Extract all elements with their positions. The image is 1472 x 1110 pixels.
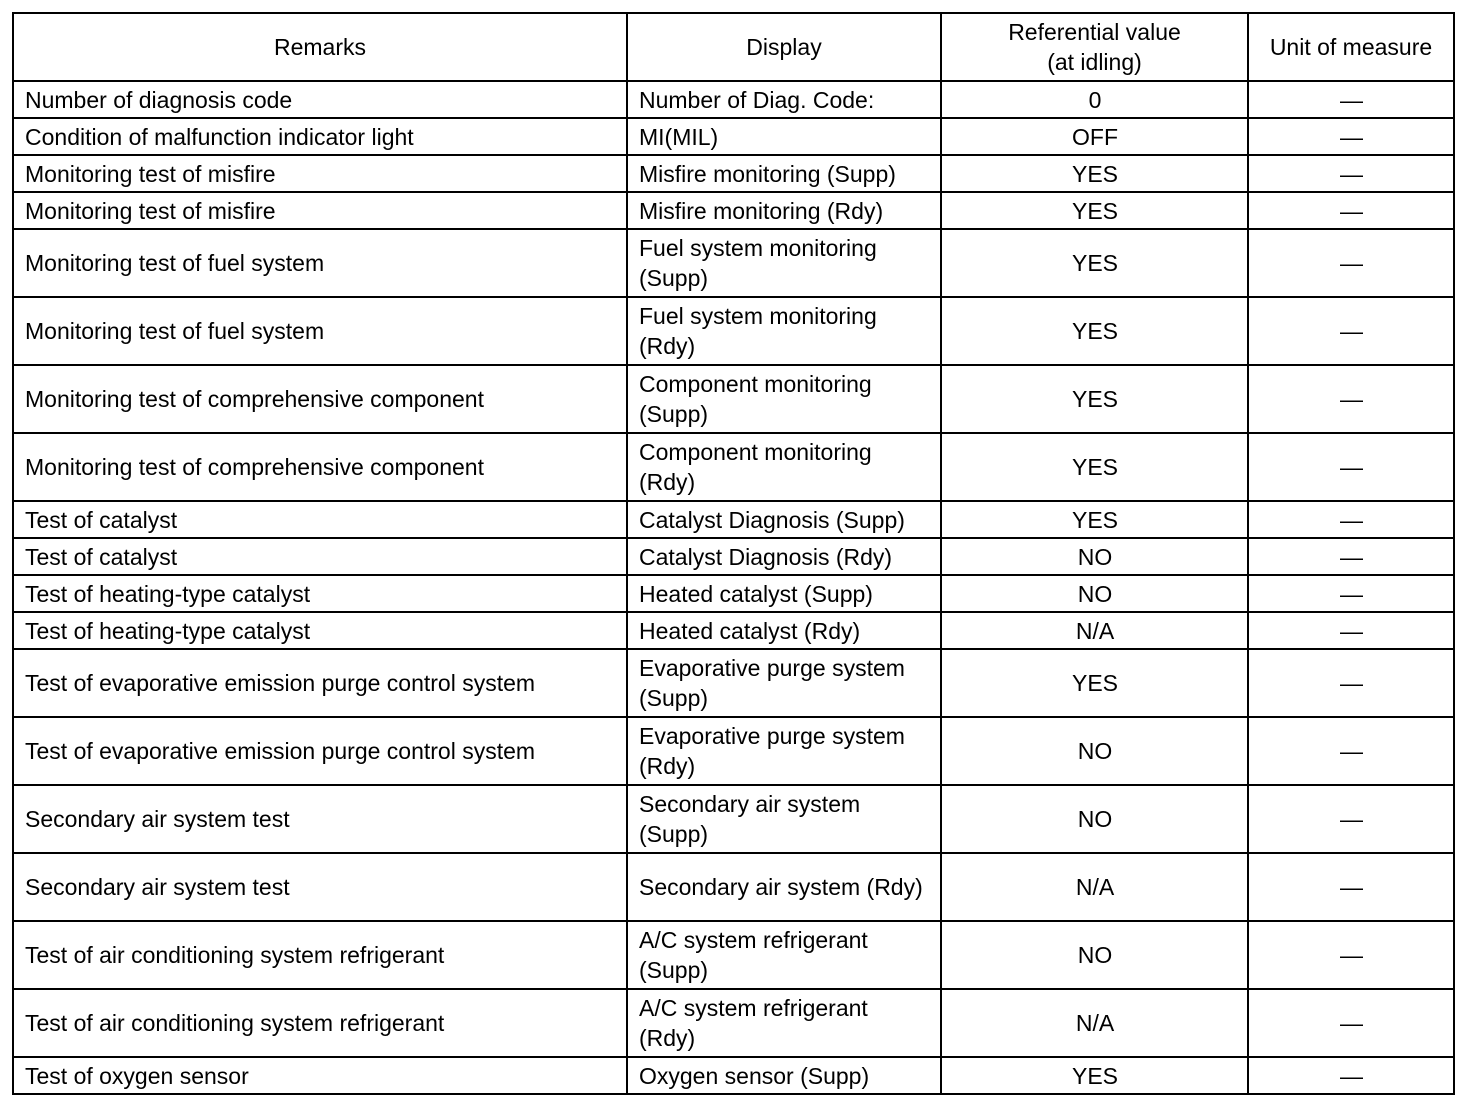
unit-cell: —	[1248, 717, 1454, 785]
table-row	[13, 538, 1454, 575]
remarks-cell: Test of evaporative emission purge control system	[13, 717, 627, 785]
value-cell: N/A	[941, 612, 1248, 649]
remarks-cell: Test of air conditioning system refrigerant	[13, 989, 627, 1057]
display-cell: Component monitoring (Supp)	[627, 365, 941, 433]
remarks-cell: Test of catalyst	[13, 538, 627, 575]
value-cell: YES	[941, 1057, 1248, 1094]
unit-cell: —	[1248, 118, 1454, 155]
remarks-cell: Secondary air system test	[13, 853, 627, 921]
value-cell: NO	[941, 785, 1248, 853]
value-cell: 0	[941, 81, 1248, 118]
value-cell: N/A	[941, 989, 1248, 1057]
unit-cell: —	[1248, 575, 1454, 612]
unit-cell: —	[1248, 649, 1454, 717]
remarks-cell: Monitoring test of misfire	[13, 192, 627, 229]
table-row	[13, 921, 1454, 989]
display-cell: Evaporative purge system (Rdy)	[627, 717, 941, 785]
display-cell: MI(MIL)	[627, 118, 941, 155]
remarks-cell: Monitoring test of comprehensive component	[13, 365, 627, 433]
unit-cell: —	[1248, 853, 1454, 921]
table-row	[13, 81, 1454, 118]
display-cell: Fuel system monitoring (Rdy)	[627, 297, 941, 365]
header-referential-value-line1: Referential value	[1008, 19, 1181, 45]
display-cell: Heated catalyst (Supp)	[627, 575, 941, 612]
table-row	[13, 192, 1454, 229]
value-cell: NO	[941, 575, 1248, 612]
remarks-cell: Monitoring test of misfire	[13, 155, 627, 192]
value-cell: NO	[941, 717, 1248, 785]
unit-cell: —	[1248, 192, 1454, 229]
remarks-cell: Test of catalyst	[13, 501, 627, 538]
value-cell: YES	[941, 365, 1248, 433]
remarks-cell: Monitoring test of fuel system	[13, 229, 627, 297]
display-cell: Catalyst Diagnosis (Supp)	[627, 501, 941, 538]
remarks-cell: Monitoring test of fuel system	[13, 297, 627, 365]
table-row	[13, 649, 1454, 717]
unit-cell: —	[1248, 538, 1454, 575]
display-cell: Misfire monitoring (Rdy)	[627, 192, 941, 229]
unit-cell: —	[1248, 921, 1454, 989]
table-row	[13, 433, 1454, 501]
remarks-cell: Condition of malfunction indicator light	[13, 118, 627, 155]
value-cell: NO	[941, 921, 1248, 989]
display-cell: Secondary air system (Rdy)	[627, 853, 941, 921]
table-row	[13, 118, 1454, 155]
header-unit-of-measure: Unit of measure	[1248, 13, 1454, 81]
value-cell: OFF	[941, 118, 1248, 155]
display-cell: Evaporative purge system (Supp)	[627, 649, 941, 717]
table-row	[13, 501, 1454, 538]
unit-cell: —	[1248, 433, 1454, 501]
header-referential-value-line2: (at idling)	[1047, 49, 1142, 75]
display-cell: Component monitoring (Rdy)	[627, 433, 941, 501]
value-cell: YES	[941, 229, 1248, 297]
value-cell: NO	[941, 538, 1248, 575]
unit-cell: —	[1248, 229, 1454, 297]
display-cell: Number of Diag. Code:	[627, 81, 941, 118]
table-header-row	[13, 13, 1454, 81]
table-row	[13, 989, 1454, 1057]
table-row	[13, 612, 1454, 649]
header-remarks: Remarks	[13, 13, 627, 81]
remarks-cell: Test of air conditioning system refrigerant	[13, 921, 627, 989]
table-row	[13, 1057, 1454, 1094]
display-cell: A/C system refrigerant (Rdy)	[627, 989, 941, 1057]
unit-cell: —	[1248, 989, 1454, 1057]
display-cell: Misfire monitoring (Supp)	[627, 155, 941, 192]
unit-cell: —	[1248, 365, 1454, 433]
remarks-cell: Number of diagnosis code	[13, 81, 627, 118]
value-cell: YES	[941, 155, 1248, 192]
display-cell: Heated catalyst (Rdy)	[627, 612, 941, 649]
remarks-cell: Test of heating-type catalyst	[13, 575, 627, 612]
remarks-cell: Secondary air system test	[13, 785, 627, 853]
header-referential-value	[941, 13, 1248, 81]
table-row	[13, 785, 1454, 853]
table-row	[13, 229, 1454, 297]
display-cell: Secondary air system (Supp)	[627, 785, 941, 853]
display-cell: Oxygen sensor (Supp)	[627, 1057, 941, 1094]
unit-cell: —	[1248, 1057, 1454, 1094]
value-cell: YES	[941, 433, 1248, 501]
remarks-cell: Monitoring test of comprehensive component	[13, 433, 627, 501]
display-cell: Fuel system monitoring (Supp)	[627, 229, 941, 297]
remarks-cell: Test of heating-type catalyst	[13, 612, 627, 649]
remarks-cell: Test of oxygen sensor	[13, 1057, 627, 1094]
unit-cell: —	[1248, 612, 1454, 649]
remarks-cell: Test of evaporative emission purge control system	[13, 649, 627, 717]
unit-cell: —	[1248, 785, 1454, 853]
unit-cell: —	[1248, 297, 1454, 365]
unit-cell: —	[1248, 81, 1454, 118]
table-row	[13, 853, 1454, 921]
value-cell: N/A	[941, 853, 1248, 921]
value-cell: YES	[941, 501, 1248, 538]
unit-cell: —	[1248, 155, 1454, 192]
display-cell: A/C system refrigerant (Supp)	[627, 921, 941, 989]
value-cell: YES	[941, 297, 1248, 365]
value-cell: YES	[941, 192, 1248, 229]
diagnosis-data-table	[12, 12, 1455, 1095]
display-cell: Catalyst Diagnosis (Rdy)	[627, 538, 941, 575]
table-row	[13, 365, 1454, 433]
value-cell: YES	[941, 649, 1248, 717]
unit-cell: —	[1248, 501, 1454, 538]
table-row	[13, 717, 1454, 785]
header-display: Display	[627, 13, 941, 81]
table-row	[13, 575, 1454, 612]
table-row	[13, 155, 1454, 192]
table-row	[13, 297, 1454, 365]
